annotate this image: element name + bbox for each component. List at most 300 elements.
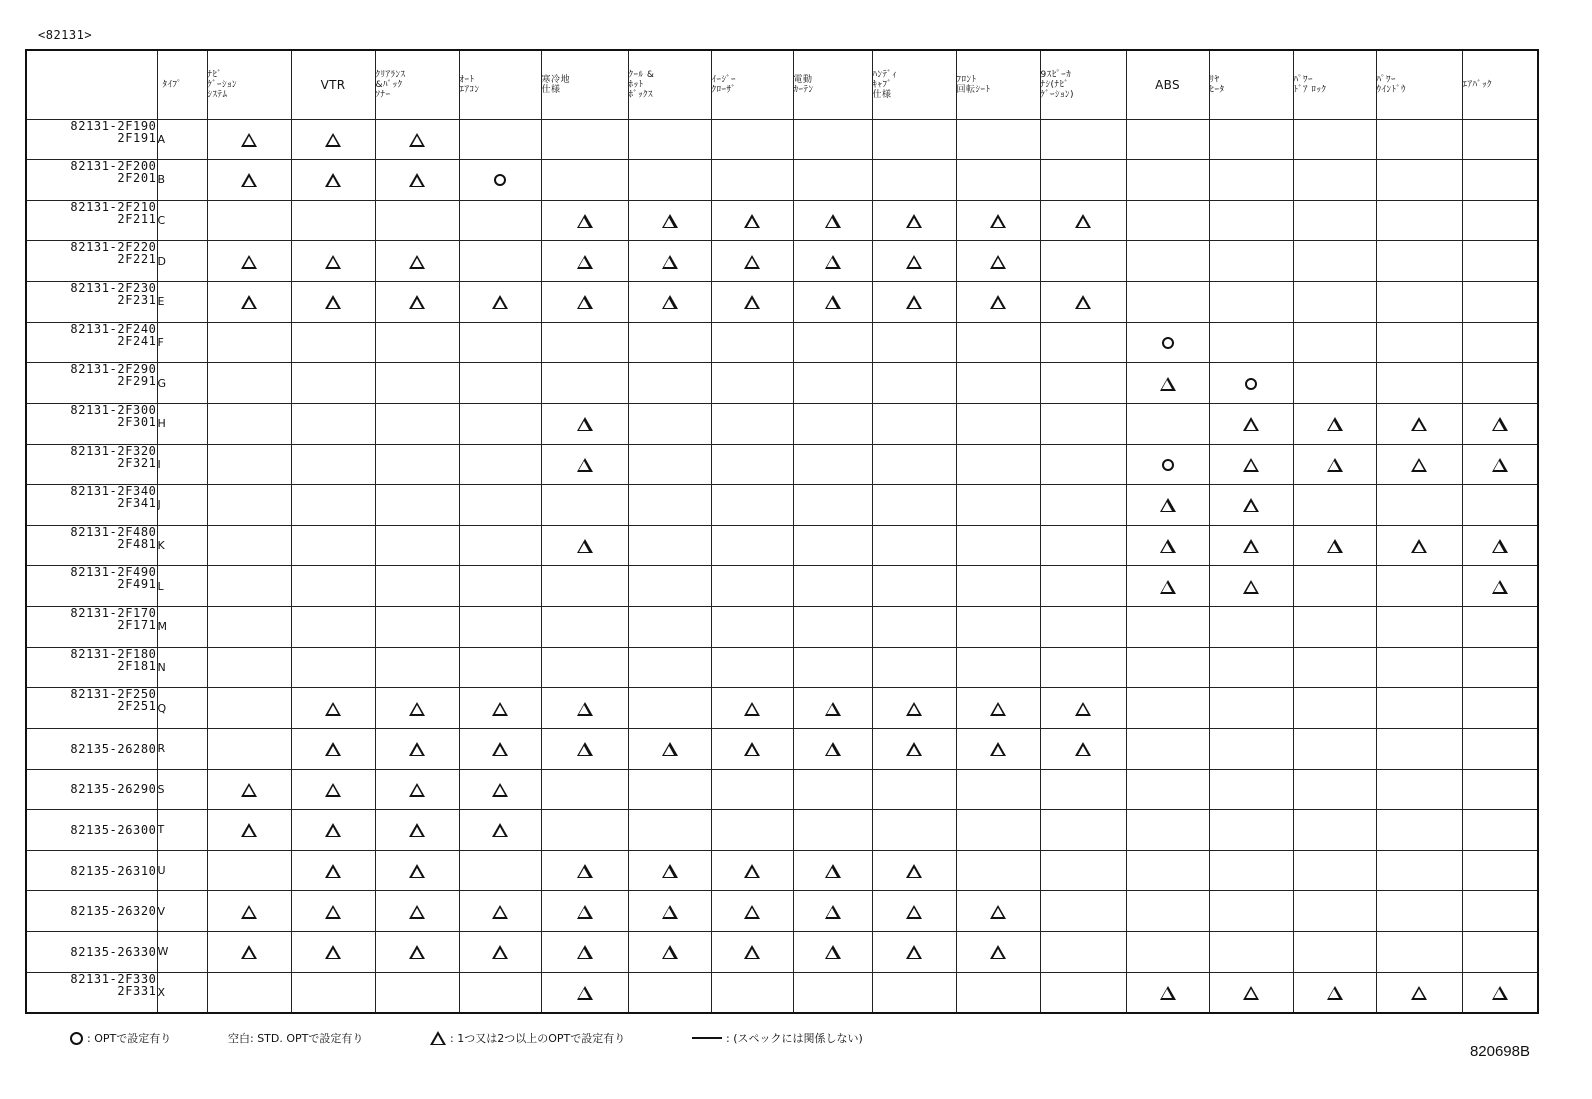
triangle-icon <box>1492 986 1508 1000</box>
triangle-icon <box>1411 417 1427 431</box>
table-row <box>26 972 1538 1013</box>
table-body <box>26 119 1538 1013</box>
table-row <box>26 607 1538 648</box>
option-cell <box>291 972 375 1013</box>
option-cell <box>793 485 872 526</box>
table-row <box>26 160 1538 201</box>
option-cell <box>628 647 711 688</box>
option-cell <box>1376 647 1462 688</box>
option-cell <box>1462 647 1538 688</box>
option-cell <box>1209 728 1293 769</box>
option-cell <box>956 444 1040 485</box>
option-cell <box>291 200 375 241</box>
option-cell <box>459 810 541 851</box>
option-cell <box>628 525 711 566</box>
triangle-icon <box>409 945 425 959</box>
option-cell <box>375 363 459 404</box>
triangle-icon <box>906 742 922 756</box>
table-row <box>26 688 1538 729</box>
option-cell <box>1462 363 1538 404</box>
table-row <box>26 647 1538 688</box>
table-row <box>26 485 1538 526</box>
option-cell <box>207 728 291 769</box>
triangle-icon <box>492 702 508 716</box>
option-cell <box>1293 444 1376 485</box>
option-cell <box>711 932 793 973</box>
part-number: 82131-2F190 2F191 <box>26 119 157 160</box>
triangle-icon <box>906 295 922 309</box>
option-cell <box>1040 932 1126 973</box>
table-row <box>26 566 1538 607</box>
figure-id: 820698B <box>1469 1043 1530 1060</box>
option-cell <box>1293 769 1376 810</box>
triangle-icon <box>990 214 1006 228</box>
triangle-icon <box>409 255 425 269</box>
triangle-icon <box>744 905 760 919</box>
option-cell <box>1040 485 1126 526</box>
triangle-icon <box>577 864 593 878</box>
triangle-icon <box>1243 417 1259 431</box>
option-cell <box>375 932 459 973</box>
option-cell <box>1293 119 1376 160</box>
option-cell <box>711 566 793 607</box>
triangle-icon <box>906 864 922 878</box>
triangle-icon <box>906 945 922 959</box>
type-code: E <box>157 282 207 323</box>
triangle-icon <box>492 742 508 756</box>
part-number: 82135-26290 <box>26 769 157 810</box>
col-handicab-spec: ﾊﾝﾃﾞｨ ｷｬﾌﾞ 仕様 <box>872 50 956 119</box>
triangle-icon <box>577 255 593 269</box>
option-cell <box>1040 728 1126 769</box>
circle-icon <box>1162 337 1174 349</box>
part-number: 82135-26310 <box>26 850 157 891</box>
option-cell <box>291 728 375 769</box>
type-code: N <box>157 647 207 688</box>
option-cell <box>1209 607 1293 648</box>
table-row <box>26 810 1538 851</box>
option-cell <box>872 647 956 688</box>
option-cell <box>872 444 956 485</box>
triangle-icon <box>744 864 760 878</box>
type-code: K <box>157 525 207 566</box>
triangle-icon <box>241 823 257 837</box>
triangle-icon <box>744 255 760 269</box>
type-code: F <box>157 322 207 363</box>
option-cell <box>1293 525 1376 566</box>
col-front-rotating-seat: ﾌﾛﾝﾄ 回転ｼｰﾄ <box>956 50 1040 119</box>
option-cell <box>628 444 711 485</box>
option-cell <box>793 728 872 769</box>
table-row <box>26 444 1538 485</box>
option-cell <box>1040 403 1126 444</box>
triangle-icon <box>325 742 341 756</box>
triangle-icon <box>241 295 257 309</box>
option-cell <box>459 525 541 566</box>
option-cell <box>711 282 793 323</box>
option-cell <box>628 403 711 444</box>
triangle-icon <box>409 864 425 878</box>
option-cell <box>375 891 459 932</box>
part-number: 82131-2F210 2F211 <box>26 200 157 241</box>
option-cell <box>1462 444 1538 485</box>
type-code: X <box>157 972 207 1013</box>
option-cell <box>628 241 711 282</box>
triangle-icon <box>1411 539 1427 553</box>
option-cell <box>1376 444 1462 485</box>
option-cell <box>1376 891 1462 932</box>
option-cell <box>1376 282 1462 323</box>
option-cell <box>1462 932 1538 973</box>
option-cell <box>711 688 793 729</box>
triangle-icon <box>1243 498 1259 512</box>
triangle-icon <box>577 417 593 431</box>
option-cell <box>872 322 956 363</box>
option-cell <box>711 769 793 810</box>
triangle-icon <box>1160 580 1176 594</box>
option-cell <box>1040 769 1126 810</box>
option-cell <box>628 200 711 241</box>
triangle-icon <box>1492 417 1508 431</box>
legend-blank-text: 空白: STD. OPTで設定有り <box>228 1032 364 1045</box>
option-cell <box>872 525 956 566</box>
option-cell <box>872 485 956 526</box>
triangle-icon <box>492 905 508 919</box>
col-clearance-back-sonar: ｸﾘｱﾗﾝｽ &ﾊﾞｯｸ ｿﾅｰ <box>375 50 459 119</box>
option-cell <box>956 241 1040 282</box>
option-cell <box>1209 160 1293 201</box>
option-cell <box>1293 688 1376 729</box>
triangle-icon <box>241 945 257 959</box>
option-cell <box>375 119 459 160</box>
part-number: 82131-2F300 2F301 <box>26 403 157 444</box>
option-cell <box>1040 810 1126 851</box>
option-cell <box>459 200 541 241</box>
option-cell <box>1126 403 1209 444</box>
option-cell <box>1126 160 1209 201</box>
triangle-icon <box>325 905 341 919</box>
option-cell <box>1376 403 1462 444</box>
triangle-icon <box>906 702 922 716</box>
option-cell <box>793 769 872 810</box>
option-cell <box>541 566 628 607</box>
option-cell <box>1376 119 1462 160</box>
option-cell <box>956 363 1040 404</box>
option-cell <box>711 850 793 891</box>
option-cell <box>872 403 956 444</box>
option-cell <box>1293 647 1376 688</box>
option-cell <box>872 566 956 607</box>
option-cell <box>1462 850 1538 891</box>
option-cell <box>1462 566 1538 607</box>
option-cell <box>375 647 459 688</box>
option-cell <box>1462 769 1538 810</box>
legend-triangle-text: : 1つ又は2つ以上のOPTで設定有り <box>450 1032 626 1045</box>
option-cell <box>1462 403 1538 444</box>
option-cell <box>459 688 541 729</box>
option-cell <box>1376 769 1462 810</box>
part-number: 82131-2F240 2F241 <box>26 322 157 363</box>
option-cell <box>872 282 956 323</box>
triangle-icon <box>990 295 1006 309</box>
option-cell <box>1462 241 1538 282</box>
option-cell <box>1126 322 1209 363</box>
option-cell <box>1293 891 1376 932</box>
option-cell <box>1126 282 1209 323</box>
option-cell <box>291 810 375 851</box>
option-cell <box>291 485 375 526</box>
type-code: H <box>157 403 207 444</box>
triangle-icon <box>1327 417 1343 431</box>
option-cell <box>207 891 291 932</box>
option-cell <box>1293 607 1376 648</box>
option-cell <box>207 972 291 1013</box>
option-cell <box>872 891 956 932</box>
option-cell <box>207 322 291 363</box>
type-code: B <box>157 160 207 201</box>
option-cell <box>207 769 291 810</box>
option-cell <box>872 363 956 404</box>
circle-icon <box>494 174 506 186</box>
option-cell <box>1462 200 1538 241</box>
option-cell <box>1126 241 1209 282</box>
type-code: J <box>157 485 207 526</box>
col-rear-heater: ﾘﾔ ﾋｰﾀ <box>1209 50 1293 119</box>
option-cell <box>1126 566 1209 607</box>
option-cell <box>207 241 291 282</box>
type-code: G <box>157 363 207 404</box>
table-row <box>26 363 1538 404</box>
option-cell <box>291 160 375 201</box>
triangle-icon <box>1160 498 1176 512</box>
triangle-icon <box>325 255 341 269</box>
type-code: W <box>157 932 207 973</box>
option-cell <box>628 322 711 363</box>
option-cell <box>628 972 711 1013</box>
option-cell <box>711 200 793 241</box>
triangle-icon <box>430 1031 446 1045</box>
triangle-icon <box>744 945 760 959</box>
option-cell <box>956 282 1040 323</box>
option-cell <box>1462 485 1538 526</box>
option-cell <box>1209 850 1293 891</box>
type-code: S <box>157 769 207 810</box>
triangle-icon <box>1411 986 1427 1000</box>
col-power-window: ﾊﾟﾜｰ ｳｲﾝﾄﾞｳ <box>1376 50 1462 119</box>
type-code: I <box>157 444 207 485</box>
option-cell <box>1126 444 1209 485</box>
option-cell <box>1126 810 1209 851</box>
triangle-icon <box>409 742 425 756</box>
option-cell <box>956 769 1040 810</box>
option-cell <box>207 647 291 688</box>
option-cell <box>375 200 459 241</box>
legend-circle-text: : OPTで設定有り <box>87 1032 172 1045</box>
option-cell <box>711 810 793 851</box>
option-cell <box>1376 810 1462 851</box>
option-cell <box>541 688 628 729</box>
col-9-speaker: 9ｽﾋﾟｰｶ ﾅｼ(ﾅﾋﾞ ｹﾞｰｼｮﾝ) <box>1040 50 1126 119</box>
option-cell <box>541 891 628 932</box>
option-cell <box>1209 403 1293 444</box>
triangle-icon <box>906 214 922 228</box>
option-cell <box>628 485 711 526</box>
option-cell <box>1126 200 1209 241</box>
table-row <box>26 932 1538 973</box>
option-cell <box>1040 972 1126 1013</box>
option-cell <box>207 850 291 891</box>
option-cell <box>207 688 291 729</box>
triangle-icon <box>325 823 341 837</box>
legend <box>60 1030 1160 1050</box>
option-cell <box>1376 728 1462 769</box>
option-cell <box>375 810 459 851</box>
option-cell <box>1126 485 1209 526</box>
part-number: 82135-26320 <box>26 891 157 932</box>
option-cell <box>1209 444 1293 485</box>
option-cell <box>956 403 1040 444</box>
option-cell <box>793 850 872 891</box>
option-cell <box>956 688 1040 729</box>
table-row <box>26 525 1538 566</box>
option-cell <box>459 119 541 160</box>
option-cell <box>1462 891 1538 932</box>
option-cell <box>375 972 459 1013</box>
triangle-icon <box>409 702 425 716</box>
option-cell <box>872 932 956 973</box>
table-row <box>26 322 1538 363</box>
option-cell <box>1462 688 1538 729</box>
col-airbag: ｴｱﾊﾞｯｸ <box>1462 50 1538 119</box>
option-cell <box>541 932 628 973</box>
option-cell <box>1462 972 1538 1013</box>
option-cell <box>1293 972 1376 1013</box>
triangle-icon <box>662 295 678 309</box>
option-cell <box>291 607 375 648</box>
header-row <box>26 50 1538 119</box>
circle-icon <box>1245 378 1257 390</box>
option-cell <box>628 850 711 891</box>
option-cell <box>1040 363 1126 404</box>
option-cell <box>541 810 628 851</box>
option-cell <box>1462 728 1538 769</box>
option-cell <box>1209 647 1293 688</box>
option-cell <box>1293 728 1376 769</box>
table-row <box>26 891 1538 932</box>
option-cell <box>793 607 872 648</box>
option-cell <box>459 850 541 891</box>
triangle-icon <box>325 702 341 716</box>
circle-icon <box>1162 459 1174 471</box>
option-cell <box>207 282 291 323</box>
part-number: 82131-2F230 2F231 <box>26 282 157 323</box>
option-cell <box>541 282 628 323</box>
option-cell <box>291 688 375 729</box>
part-number: 82131-2F290 2F291 <box>26 363 157 404</box>
triangle-icon <box>825 945 841 959</box>
triangle-icon <box>744 742 760 756</box>
option-cell <box>1462 322 1538 363</box>
option-cell <box>1209 566 1293 607</box>
option-cell <box>1462 160 1538 201</box>
option-cell <box>1209 119 1293 160</box>
option-cell <box>793 363 872 404</box>
option-cell <box>375 728 459 769</box>
option-cell <box>1126 688 1209 729</box>
option-cell <box>1209 282 1293 323</box>
option-cell <box>793 322 872 363</box>
col-cold-climate-spec: 寒冷地 仕様 <box>541 50 628 119</box>
triangle-icon <box>1492 539 1508 553</box>
option-cell <box>207 525 291 566</box>
triangle-icon <box>409 295 425 309</box>
option-cell <box>1209 322 1293 363</box>
triangle-icon <box>825 295 841 309</box>
option-cell <box>1040 525 1126 566</box>
type-code: U <box>157 850 207 891</box>
option-cell <box>291 322 375 363</box>
option-cell <box>541 403 628 444</box>
option-cell <box>207 119 291 160</box>
triangle-icon <box>744 702 760 716</box>
option-cell <box>628 607 711 648</box>
option-cell <box>628 688 711 729</box>
triangle-icon <box>906 255 922 269</box>
triangle-icon <box>325 783 341 797</box>
option-cell <box>459 972 541 1013</box>
legend-dash-text: : (スペックには関係しない) <box>726 1032 863 1045</box>
option-cell <box>1040 566 1126 607</box>
table-row <box>26 403 1538 444</box>
part-number: 82135-26330 <box>26 932 157 973</box>
part-number: 82131-2F170 2F171 <box>26 607 157 648</box>
option-cell <box>1040 119 1126 160</box>
triangle-icon <box>409 823 425 837</box>
option-cell <box>1293 566 1376 607</box>
col-navigation-system: ﾅﾋﾞ ｹﾞｰｼｮﾝ ｼｽﾃﾑ <box>207 50 291 119</box>
option-cell <box>711 160 793 201</box>
option-cell <box>872 119 956 160</box>
option-cell <box>711 363 793 404</box>
option-cell <box>793 241 872 282</box>
triangle-icon <box>492 295 508 309</box>
option-cell <box>872 728 956 769</box>
option-cell <box>1040 282 1126 323</box>
type-code: C <box>157 200 207 241</box>
option-cell <box>1293 322 1376 363</box>
part-number: 82131-2F220 2F221 <box>26 241 157 282</box>
legend-circle <box>70 1030 171 1046</box>
option-cell <box>291 891 375 932</box>
option-cell <box>1293 403 1376 444</box>
option-cell <box>375 403 459 444</box>
option-cell <box>375 566 459 607</box>
option-cell <box>956 728 1040 769</box>
option-cell <box>207 200 291 241</box>
option-cell <box>1293 241 1376 282</box>
option-cell <box>872 769 956 810</box>
option-cell <box>1126 932 1209 973</box>
option-cell <box>628 566 711 607</box>
option-cell <box>1376 566 1462 607</box>
option-cell <box>793 566 872 607</box>
part-number: 82131-2F480 2F481 <box>26 525 157 566</box>
triangle-icon <box>241 255 257 269</box>
triangle-icon <box>409 133 425 147</box>
option-cell <box>1376 160 1462 201</box>
option-cell <box>956 607 1040 648</box>
option-cell <box>375 322 459 363</box>
